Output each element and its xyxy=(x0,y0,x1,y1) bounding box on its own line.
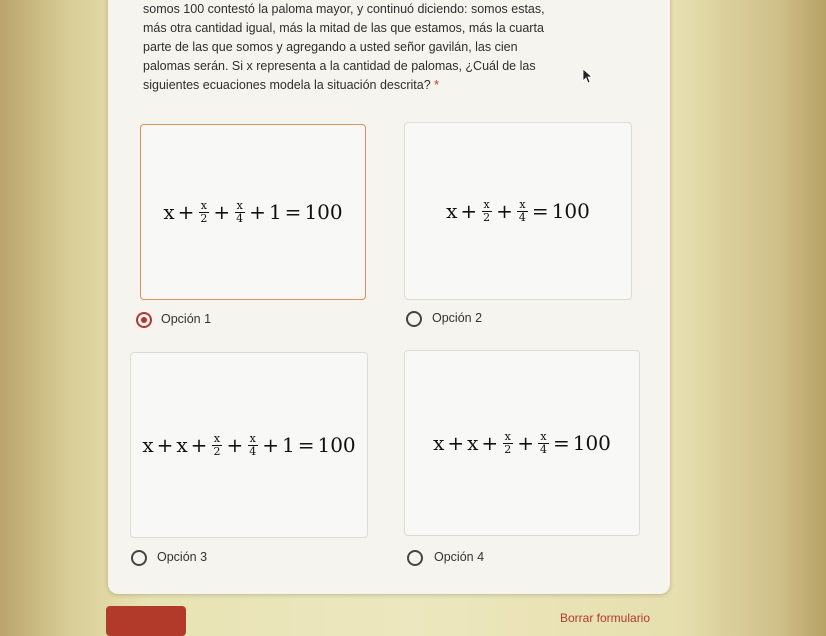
eq-op: = xyxy=(297,433,315,457)
eq-term: 1 xyxy=(281,433,295,457)
eq-op: + xyxy=(447,431,465,455)
fraction xyxy=(481,199,492,224)
eq-op: + xyxy=(262,433,279,457)
option-4-radio[interactable] xyxy=(407,550,423,566)
fraction-numerator: x xyxy=(200,198,208,212)
eq-term: x xyxy=(446,199,458,223)
fraction xyxy=(247,433,258,458)
eq-term: x xyxy=(467,431,479,455)
option-1-label: Opción 1 xyxy=(161,312,212,326)
fraction-denominator: 2 xyxy=(483,210,491,224)
question-text xyxy=(143,0,593,95)
fraction-denominator: 4 xyxy=(249,444,257,458)
eq-term: 100 xyxy=(551,199,590,223)
fraction-numerator: x xyxy=(249,431,256,445)
fraction xyxy=(502,431,513,456)
option-3-radio[interactable] xyxy=(131,550,147,566)
fraction-denominator: 2 xyxy=(213,444,221,458)
fraction-denominator: 4 xyxy=(518,210,526,224)
option-2-label: Opción 2 xyxy=(432,311,483,325)
eq-term: 1 xyxy=(268,200,282,224)
eq-op: + xyxy=(213,200,231,224)
equation-3 xyxy=(142,433,355,458)
fraction-denominator: 2 xyxy=(200,211,208,225)
eq-op: + xyxy=(496,199,513,223)
eq-term: 100 xyxy=(317,433,356,457)
eq-op: + xyxy=(481,431,499,455)
option-4-label: Opción 4 xyxy=(434,550,485,564)
fraction-numerator: x xyxy=(540,429,547,443)
fraction-numerator: x xyxy=(236,198,243,212)
eq-op: + xyxy=(249,200,266,224)
option-1-radio[interactable] xyxy=(136,312,152,328)
option-2-image[interactable] xyxy=(404,122,632,300)
option-1-image[interactable] xyxy=(140,124,366,300)
question-line: palomas serán. Si x representa a la cantidad de palomas, ¿Cuál de las xyxy=(143,59,536,73)
mouse-pointer-icon xyxy=(582,68,592,84)
eq-term: x xyxy=(163,200,175,224)
eq-op: + xyxy=(460,199,478,223)
option-3-label: Opción 3 xyxy=(157,550,208,564)
fraction-numerator: x xyxy=(483,197,490,211)
fraction-numerator: x xyxy=(504,429,511,443)
question-line-text: siguientes ecuaciones modela la situación descrita? xyxy=(143,78,431,92)
eq-op: = xyxy=(531,199,549,223)
option-4-image[interactable] xyxy=(404,350,640,536)
fraction xyxy=(234,200,245,225)
equation-2 xyxy=(446,199,590,224)
fraction-numerator: x xyxy=(519,197,526,211)
eq-op: + xyxy=(226,433,244,457)
fraction xyxy=(538,431,549,456)
option-2-radio[interactable] xyxy=(406,311,422,327)
clear-form-link[interactable]: Borrar formulario xyxy=(560,611,651,625)
fraction-denominator: 2 xyxy=(504,442,512,456)
question-line: parte de las que somos y agregando a usted señor gavilán, las cien xyxy=(143,40,518,54)
eq-op: = xyxy=(284,200,302,224)
eq-term: x xyxy=(433,431,445,455)
eq-term: x xyxy=(142,433,154,457)
equation-4 xyxy=(433,431,611,456)
eq-term: x xyxy=(176,433,188,457)
fraction xyxy=(198,200,209,225)
option-3-image[interactable] xyxy=(130,352,368,538)
fraction-denominator: 4 xyxy=(236,211,244,225)
eq-op: + xyxy=(190,433,208,457)
fraction xyxy=(517,199,528,224)
equation-1 xyxy=(163,200,342,225)
eq-term: 100 xyxy=(304,200,343,224)
fraction xyxy=(211,433,222,458)
required-asterisk: * xyxy=(434,78,440,92)
eq-op: + xyxy=(517,431,534,455)
eq-op: + xyxy=(177,200,195,224)
eq-term: 100 xyxy=(572,431,611,455)
fraction-denominator: 4 xyxy=(539,442,547,456)
submit-button[interactable] xyxy=(106,606,186,636)
question-line xyxy=(143,76,593,95)
question-line: más otra cantidad igual, más la mitad de las que estamos, más la cuarta xyxy=(143,21,544,35)
fraction-numerator: x xyxy=(213,431,221,445)
eq-op: = xyxy=(552,431,570,455)
question-line: somos 100 contestó la paloma mayor, y continuó diciendo: somos estas, xyxy=(143,2,545,16)
eq-op: + xyxy=(156,433,174,457)
